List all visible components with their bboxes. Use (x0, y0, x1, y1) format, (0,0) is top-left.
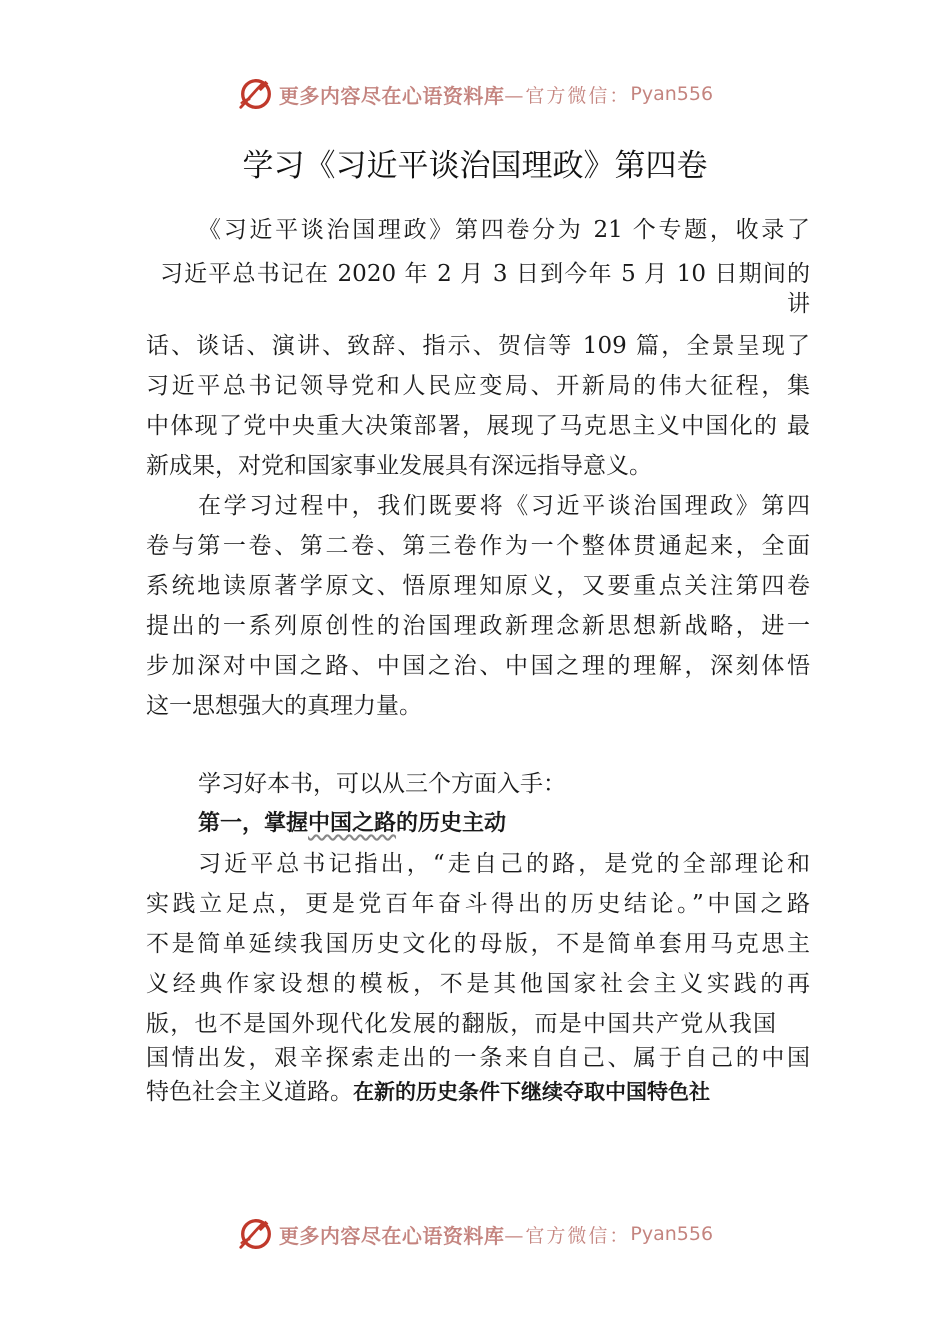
brush-logo-icon (237, 75, 275, 113)
banner-main-text: 更多内容尽在心语资料库 (278, 1223, 505, 1248)
text-line: 学习好本书，可以从三个方面入手： (198, 771, 566, 797)
text-line: 版，也不是国外现代化发展的翻版，而是中国共产党从我国 (146, 1011, 776, 1037)
text-line: 新成果，对党和国家事业发展具有深远指导意义。 (146, 453, 652, 479)
text-line: 习近平总书记在 2020 年 2 月 3 日到今年 5 月 10 日期间的 (160, 261, 810, 287)
text-segment: 特色社会主义道路。 (146, 1079, 353, 1105)
text-line: 在学习过程中，我们既要将《习近平谈治国理政》第四 (198, 493, 810, 519)
text-line: 提出的一系列原创性的治国理政新理念新思想新战略，进一 (146, 613, 810, 639)
heading-pre: 第一，掌握 (198, 811, 309, 836)
text-line: 步加深对中国之路、中国之治、中国之理的理解，深刻体悟 (146, 653, 810, 679)
text-line: 中体现了党中央重大决策部署，展现了马克思主义中国化的 最 (146, 413, 810, 439)
banner-sub-text: —官方微信： (504, 84, 631, 107)
text-line: 国情出发，艰辛探索走出的一条来自自己、属于自己的中国 (146, 1045, 810, 1071)
text-line: 卷与第一卷、第二卷、第三卷作为一个整体贯通起来，全面 (146, 533, 810, 559)
section-heading (198, 808, 810, 842)
banner-wechat-id: Pyan556 (630, 83, 714, 105)
text-line-mixed (146, 1076, 810, 1110)
text-line: 习近平总书记领导党和人民应变局、开新局的伟大征程，集 (146, 373, 810, 399)
banner-main-text: 更多内容尽在心语资料库 (278, 83, 505, 108)
text-line: 讲 (787, 291, 810, 317)
text-line: 不是简单延续我国历史文化的母版，不是简单套用马克思主 (146, 931, 810, 957)
text-line: 话、谈话、演讲、致辞、指示、贺信等 109 篇，全景呈现了 (146, 333, 810, 359)
text-line: 这一思想强大的真理力量。 (146, 693, 422, 719)
header-banner (0, 72, 950, 116)
page-title: 学习《习近平谈治国理政》第四卷 (242, 148, 708, 184)
text-line: 《习近平谈治国理政》第四卷分为 21 个专题，收录了 (198, 217, 810, 243)
brush-logo-icon (237, 1215, 275, 1253)
text-line: 系统地读原著学原文、悟原理知原义，又要重点关注第四卷 (146, 573, 810, 599)
heading-post: 的历史主动 (396, 811, 507, 836)
bold-text-segment: 在新的历史条件下继续夺取中国特色社 (353, 1080, 710, 1104)
text-line: 实践立足点，更是党百年奋斗得出的历史结论。”中国之路 (146, 891, 810, 917)
banner-sub-text: —官方微信： (504, 1224, 631, 1247)
banner-wechat-id: Pyan556 (630, 1223, 714, 1245)
heading-underlined: 中国之路 (308, 811, 397, 836)
footer-banner (0, 1212, 950, 1256)
text-line: 习近平总书记指出，“走自己的路，是党的全部理论和 (198, 851, 810, 877)
text-line: 义经典作家设想的模板，不是其他国家社会主义实践的再 (146, 971, 810, 997)
